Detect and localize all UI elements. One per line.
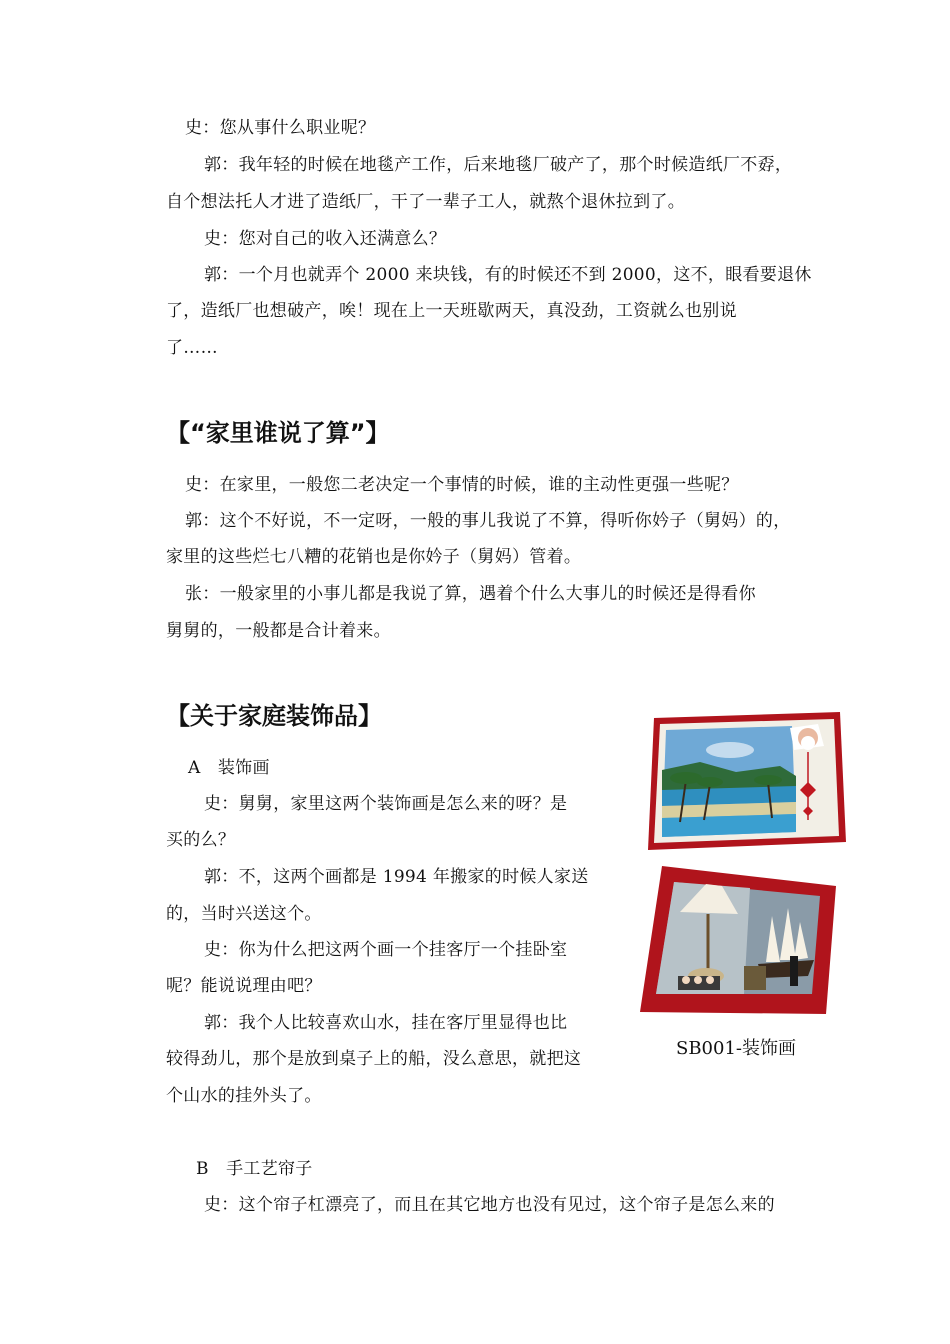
- answer-guo-line1: 郭：这个不好说，不一定呀，一般的事儿我说了不算，得听你妗子（舅妈）的，: [185, 511, 791, 531]
- answer-placement-line3: 个山水的挂外头了。: [166, 1086, 322, 1106]
- answer-income-line1: 郭：一个月也就弄个 2000 来块钱，有的时候还不到 2000，这不，眼看要退休: [204, 265, 812, 285]
- answer-placement-line2: 较得劲儿，那个是放到桌子上的船，没么意思，就把这: [166, 1049, 582, 1069]
- answer-paintings-line1: 郭：不，这两个画都是 1994 年搬家的时候人家送: [204, 867, 589, 887]
- section-heading-decision: 【“家里谁说了算”】: [166, 419, 390, 447]
- question-placement-line1: 史：你为什么把这两个画一个挂客厅一个挂卧室: [204, 940, 568, 960]
- answer-income-line3: 了……: [166, 338, 218, 358]
- landscape-painting-photo: [640, 710, 852, 852]
- ship-painting-photo: [640, 864, 852, 1016]
- question-placement-line2: 呢？能说说理由吧？: [166, 976, 322, 996]
- question-curtain-line1: 史：这个帘子杠漂亮了，而且在其它地方也没有见过，这个帘子是怎么来的: [204, 1195, 775, 1215]
- photo-caption: SB001-装饰画: [676, 1038, 796, 1059]
- question-decision: 史：在家里，一般您二老决定一个事情的时候，谁的主动性更强一些呢？: [185, 475, 739, 495]
- answer-placement-line1: 郭：我个人比较喜欢山水，挂在客厅里显得也比: [204, 1013, 568, 1033]
- answer-zhang-line2: 舅舅的，一般都是合计着来。: [166, 621, 391, 641]
- answer-paintings-line2: 的，当时兴送这个。: [166, 904, 322, 924]
- question-income: 史：您对自己的收入还满意么？: [204, 229, 447, 249]
- section-heading-decorations: 【关于家庭装饰品】: [166, 702, 382, 730]
- landscape-painting-image: [640, 710, 852, 852]
- subsection-a-title: A 装饰画: [188, 758, 270, 778]
- question-paintings-line2: 买的么？: [166, 830, 236, 850]
- answer-zhang-line1: 张：一般家里的小事儿都是我说了算，遇着个什么大事儿的时候还是得看你: [185, 584, 756, 604]
- answer-income-line2: 了，造纸厂也想破产，唉！现在上一天班歇两天，真没劲，工资就么也别说: [166, 301, 737, 321]
- question-occupation: 史：您从事什么职业呢？: [185, 118, 376, 138]
- answer-occupation-line1: 郭：我年轻的时候在地毯产工作，后来地毯厂破产了，那个时候造纸厂不孬，: [204, 155, 793, 175]
- ship-painting-image: [640, 864, 852, 1016]
- answer-occupation-line2: 自个想法托人才进了造纸厂，干了一辈子工人，就熬个退休拉到了。: [166, 192, 685, 212]
- answer-guo-line2: 家里的这些烂七八糟的花销也是你妗子（舅妈）管着。: [166, 547, 582, 567]
- question-paintings-line1: 史：舅舅，家里这两个装饰画是怎么来的呀？是: [204, 794, 568, 814]
- subsection-b-title: B 手工艺帘子: [196, 1159, 313, 1179]
